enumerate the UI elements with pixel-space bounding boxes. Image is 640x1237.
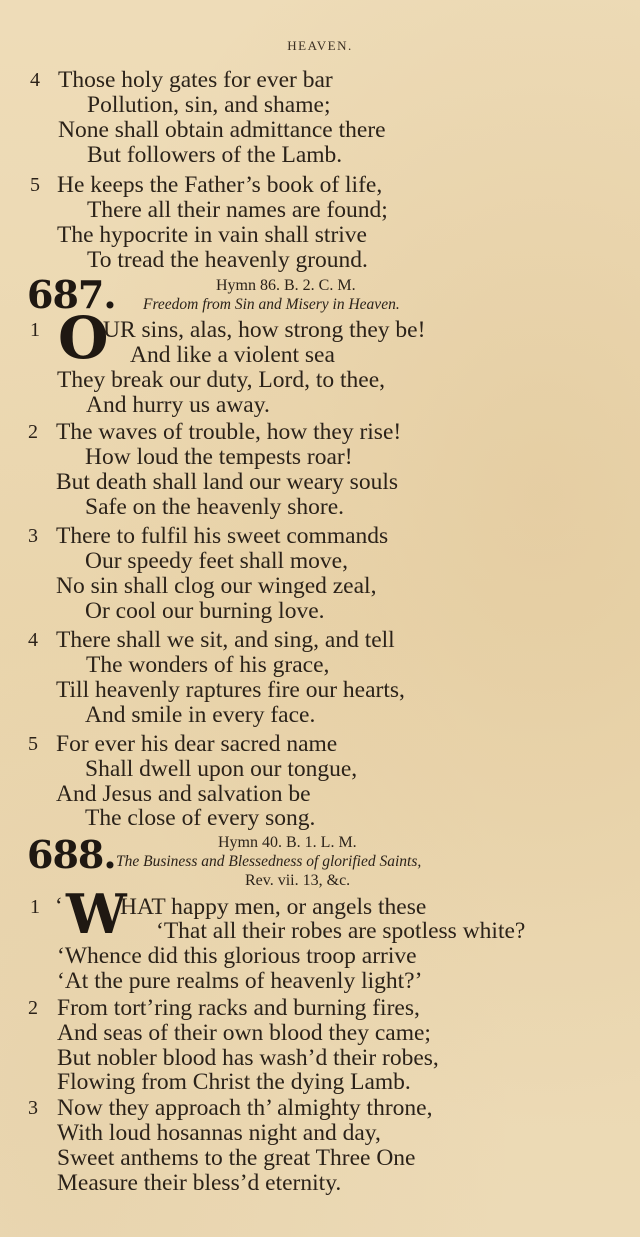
show-through-text <box>500 95 506 121</box>
verse-line: Our speedy feet shall move, <box>85 548 348 574</box>
verse-line: And Jesus and salvation be <box>56 781 311 807</box>
verse-number: 1 <box>30 319 40 341</box>
verse-line: Safe on the heavenly shore. <box>85 494 345 520</box>
verse-line: To tread the heavenly ground. <box>87 247 368 273</box>
verse-line: Pollution, sin, and shame; <box>87 92 331 118</box>
hymn-meta: Hymn 40. B. 1. L. M. <box>218 834 357 851</box>
verse-number: 4 <box>28 629 38 651</box>
verse-number: 5 <box>28 733 38 755</box>
verse-line: The hypocrite in vain shall strive <box>57 222 367 248</box>
hymn-number: 687. <box>27 272 116 317</box>
verse-line: No sin shall clog our winged zeal, <box>56 573 377 599</box>
verse-number: 3 <box>28 1097 38 1119</box>
verse-line: The wonders of his grace, <box>86 652 330 678</box>
verse-line: UR sins, alas, how strong they be! <box>103 317 426 343</box>
verse-line: From tort’ring racks and burning fires, <box>57 995 420 1021</box>
verse-line: The waves of trouble, how they rise! <box>56 419 402 445</box>
verse-line: They break our duty, Lord, to thee, <box>57 367 386 393</box>
verse-line: ‘That all their robes are spotless white? <box>156 918 526 944</box>
verse-line: The close of every song. <box>85 805 316 831</box>
hymn-number: 688. <box>27 832 116 877</box>
verse-line: There shall we sit, and sing, and tell <box>56 627 395 653</box>
verse-line: Now they approach th’ almighty throne, <box>57 1095 433 1121</box>
scripture-reference: Rev. vii. 13, &c. <box>245 872 351 889</box>
hymn-title: The Business and Blessedness of glorified Saints, <box>116 853 422 870</box>
verse-line: Those holy gates for ever bar <box>58 67 333 93</box>
verse-number: 1 <box>30 896 40 918</box>
verse-line: HAT happy men, or angels these <box>120 894 427 920</box>
verse-line: Till heavenly raptures fire our hearts, <box>56 677 405 703</box>
verse-number: 5 <box>30 174 40 196</box>
running-head: HEAVEN. <box>287 38 353 53</box>
show-through-number <box>560 380 570 427</box>
verse-line: Measure their bless’d eternity. <box>57 1170 342 1196</box>
verse-line: He keeps the Father’s book of life, <box>57 172 383 198</box>
verse-line: ‘At the pure realms of heavenly light?’ <box>57 968 423 994</box>
verse-line: But death shall land our weary souls <box>56 469 398 495</box>
drop-cap: O <box>58 304 109 372</box>
verse-number: 2 <box>28 421 38 443</box>
verse-line: But followers of the Lamb. <box>87 142 343 168</box>
verse-line: Shall dwell upon our tongue, <box>85 756 358 782</box>
verse-line: There to fulfil his sweet commands <box>56 523 389 549</box>
verse-line: And hurry us away. <box>86 392 270 418</box>
verse-number: 4 <box>30 69 40 91</box>
verse-line: With loud hosannas night and day, <box>57 1120 381 1146</box>
verse-line: None shall obtain admittance there <box>58 117 386 143</box>
verse-number: 2 <box>28 997 38 1019</box>
verse-line: And like a violent sea <box>130 342 335 368</box>
verse-line: But nobler blood has wash’d their robes, <box>57 1045 439 1071</box>
verse-line: And smile in every face. <box>85 702 316 728</box>
verse-number: 3 <box>28 525 38 547</box>
verse-line: How loud the tempests roar! <box>85 444 353 470</box>
verse-line: ‘Whence did this glorious troop arrive <box>57 943 417 969</box>
drop-cap: W <box>66 882 127 946</box>
hymn-meta: Hymn 86. B. 2. C. M. <box>216 277 356 294</box>
hymn-title: Freedom from Sin and Misery in Heaven. <box>143 296 400 313</box>
opening-quote: ‘ <box>55 893 63 918</box>
verse-line: Sweet anthems to the great Three One <box>57 1145 416 1171</box>
verse-line: And seas of their own blood they came; <box>57 1020 431 1046</box>
verse-line: Flowing from Christ the dying Lamb. <box>57 1069 411 1095</box>
verse-line: There all their names are found; <box>87 197 388 223</box>
verse-line: For ever his dear sacred name <box>56 731 338 757</box>
verse-line: Or cool our burning love. <box>85 598 325 624</box>
